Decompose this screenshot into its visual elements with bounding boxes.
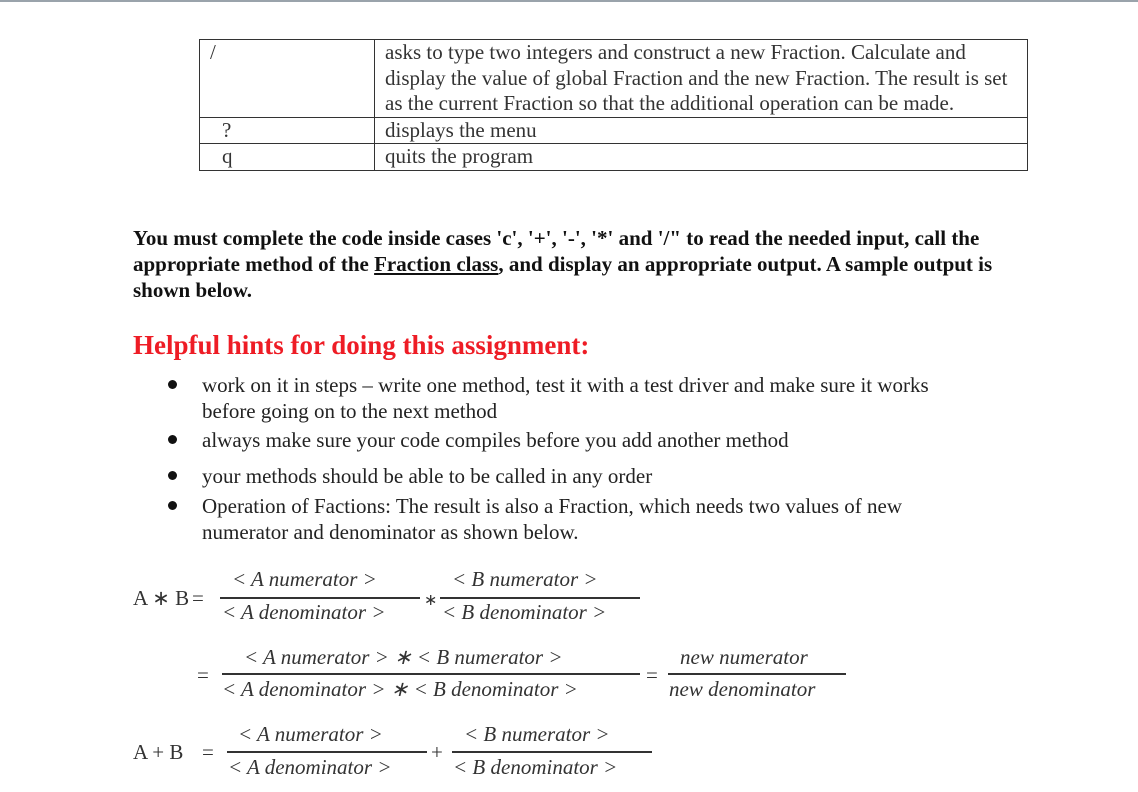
fraction-bar bbox=[668, 673, 846, 675]
bullet-icon bbox=[168, 380, 177, 389]
operation-key: ? bbox=[200, 117, 375, 144]
hint-text: your methods should be able to be called in any order bbox=[202, 464, 653, 488]
hints-heading: Helpful hints for doing this assignment: bbox=[133, 330, 590, 360]
fraction-class-link[interactable]: Fraction class bbox=[374, 252, 499, 276]
instructions-paragraph bbox=[133, 225, 1023, 303]
product-numerator: < A numerator > ∗ < B numerator > bbox=[244, 645, 563, 669]
table-row bbox=[200, 40, 1028, 118]
operation-key: q bbox=[200, 144, 375, 171]
b-numerator: < B numerator > bbox=[464, 722, 610, 746]
list-item bbox=[166, 427, 986, 453]
b-denominator: < B denominator > bbox=[453, 755, 618, 779]
new-numerator: new numerator bbox=[680, 645, 808, 669]
b-numerator: < B numerator > bbox=[452, 567, 598, 591]
operation-description: quits the program bbox=[375, 144, 1028, 171]
list-item bbox=[166, 463, 986, 489]
operation-key: / bbox=[200, 40, 375, 118]
fraction-bar bbox=[452, 751, 652, 753]
equals-sign: = bbox=[197, 663, 209, 687]
table-row bbox=[200, 144, 1028, 171]
hint-text: always make sure your code compiles before you add another method bbox=[202, 428, 789, 452]
fraction-bar bbox=[222, 673, 640, 675]
equals-sign: = bbox=[202, 740, 214, 764]
instructions-text-end: , and display an appropriate output. A sample output is shown below. bbox=[133, 252, 993, 302]
equals-sign: = bbox=[646, 663, 658, 687]
times-sign: ∗ bbox=[424, 592, 438, 609]
a-numerator: < A numerator > bbox=[238, 722, 383, 746]
top-rule bbox=[0, 0, 1138, 2]
operation-description: asks to type two integers and construct a new Fraction. Calculate and display the value of global Fraction and the new Fraction. The result is set as the current Fraction so that the additional operation can be made. bbox=[375, 40, 1028, 118]
a-denominator: < A denominator > bbox=[228, 755, 392, 779]
table-row bbox=[200, 117, 1028, 144]
operation-description: displays the menu bbox=[375, 117, 1028, 144]
a-denominator: < A denominator > bbox=[222, 600, 386, 624]
fraction-bar bbox=[227, 751, 427, 753]
hint-text: work on it in steps – write one method, test it with a test driver and make sure it works before going on to the next method bbox=[202, 373, 929, 423]
new-denominator: new denominator bbox=[669, 677, 816, 701]
instructions-text: You must complete the code inside cases 'c', '+', '-', '*' and '/" to read the needed input, call the appropriate method of the bbox=[133, 226, 980, 276]
equals-sign: = bbox=[192, 586, 204, 610]
plus-sign: + bbox=[431, 740, 443, 764]
bullet-icon bbox=[168, 471, 177, 480]
add-lhs: A + B bbox=[133, 740, 184, 764]
mult-lhs: A ∗ B bbox=[133, 586, 190, 610]
hint-text: Operation of Factions: The result is also a Fraction, which needs two values of new numerator and denominator as shown below. bbox=[202, 494, 903, 544]
product-denominator: < A denominator > ∗ < B denominator > bbox=[222, 677, 578, 701]
a-numerator: < A numerator > bbox=[232, 567, 377, 591]
hints-list bbox=[166, 372, 986, 545]
list-item bbox=[166, 493, 986, 545]
operations-table bbox=[199, 39, 1028, 171]
fraction-bar bbox=[440, 597, 640, 599]
bullet-icon bbox=[168, 501, 177, 510]
b-denominator: < B denominator > bbox=[442, 600, 607, 624]
fraction-bar bbox=[220, 597, 420, 599]
bullet-icon bbox=[168, 435, 177, 444]
list-item bbox=[166, 372, 986, 424]
